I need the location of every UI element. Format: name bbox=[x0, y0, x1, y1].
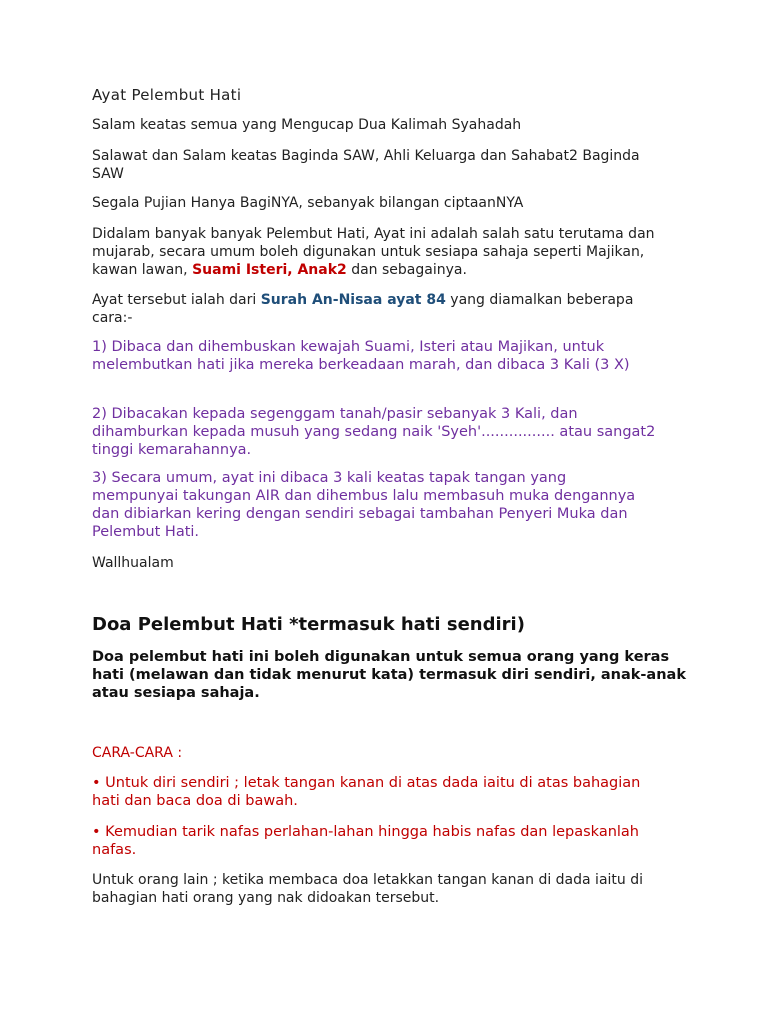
source-paragraph bbox=[92, 291, 657, 327]
steps-label: CARA-CARA : bbox=[92, 745, 183, 761]
intro-text-end: dan sebagainya. bbox=[346, 262, 467, 278]
salawat-paragraph: Salawat dan Salam keatas Baginda SAW, Ahli Keluarga dan Sahabat2 Baginda SAW bbox=[92, 148, 640, 182]
closing-text: Wallhualam bbox=[92, 555, 174, 571]
source-text-end: yang diamalkan beberapa cara:- bbox=[92, 292, 634, 326]
intro-text: Didalam banyak banyak Pelembut Hati, Ayat ini adalah salah satu terutama dan mujarab, secara umum boleh digunakan untuk sesiapa sahaja seperti Majikan, kawan lawan, bbox=[92, 226, 655, 278]
section-heading: Doa Pelembut Hati *termasuk hati sendiri) bbox=[92, 614, 525, 635]
surah-reference: Surah An-Nisaa ayat 84 bbox=[260, 292, 446, 308]
method-item-1: 1) Dibaca dan dihembuskan kewajah Suami, Isteri atau Majikan, untuk melembutkan hati jika mereka berkeadaan marah, dan dibaca 3 Kali (3 X) bbox=[92, 339, 630, 373]
source-text: Ayat tersebut ialah dari bbox=[92, 292, 261, 308]
page-title: Ayat Pelembut Hati bbox=[92, 86, 242, 104]
section-intro: Doa pelembut hati ini boleh digunakan untuk semua orang yang keras hati (melawan dan tidak menurut kata) termasuk diri sendiri, anak-anak atau sesiapa sahaja. bbox=[92, 649, 686, 701]
intro-paragraph bbox=[92, 225, 672, 279]
step-bullet-1: • Untuk diri sendiri ; letak tangan kanan di atas dada iaitu di atas bahagian hati dan baca doa di bawah. bbox=[92, 775, 641, 809]
step-bullet-2: • Kemudian tarik nafas perlahan-lahan hingga habis nafas dan lepaskanlah nafas. bbox=[92, 824, 639, 858]
intro-highlight: Suami Isteri, Anak2 bbox=[192, 262, 347, 278]
greeting-paragraph: Salam keatas semua yang Mengucap Dua Kalimah Syahadah bbox=[92, 117, 522, 133]
praise-paragraph: Segala Pujian Hanya BagiNYA, sebanyak bilangan ciptaanNYA bbox=[92, 195, 524, 211]
method-item-3: 3) Secara umum, ayat ini dibaca 3 kali keatas tapak tangan yang mempunyai takungan AIR dan dihembus lalu membasuh muka dengannya dan dibiarkan kering dengan sendiri sebagai tambahan Penyeri Muka dan Pelembut Hati. bbox=[92, 470, 636, 540]
others-paragraph: Untuk orang lain ; ketika membaca doa letakkan tangan kanan di dada iaitu di bahagian hati orang yang nak didoakan tersebut. bbox=[92, 872, 643, 906]
method-item-2: 2) Dibacakan kepada segenggam tanah/pasir sebanyak 3 Kali, dan dihamburkan kepada musuh yang sedang naik 'Syeh'................ atau sangat2 tinggi kemarahannya. bbox=[92, 406, 656, 458]
